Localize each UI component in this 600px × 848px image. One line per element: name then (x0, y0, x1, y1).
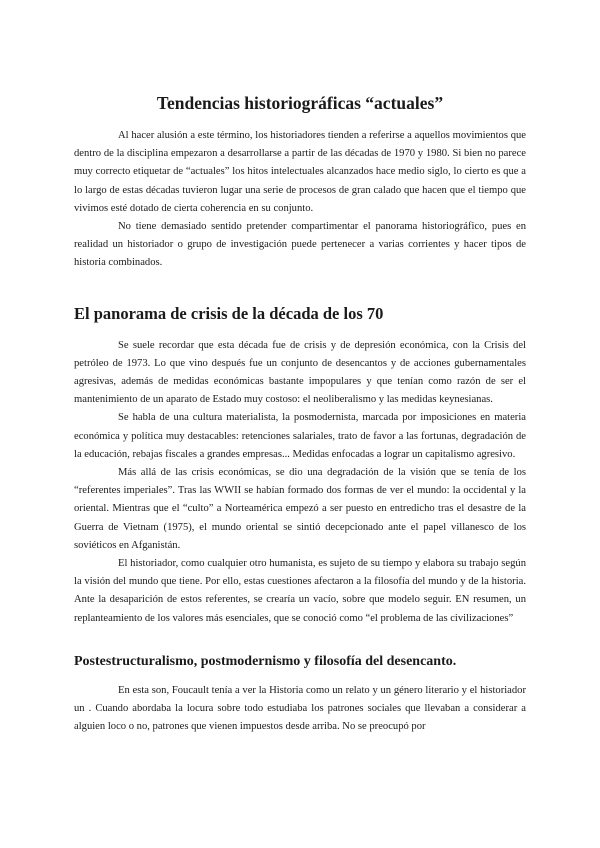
document-content (74, 92, 526, 736)
document-title: Tendencias historiográficas “actuales” (156, 93, 444, 113)
intro-paragraph: No tiene demasiado sentido pretender compartimentar el panorama historiográfico, pues en realidad un historiador o grupo de investigación puede pertenecer a varias corrientes y hacer tipos de historia combinados. (74, 221, 526, 269)
section-heading-postestructuralismo: Postestructuralismo, postmodernismo y filosofía del desencanto. (74, 653, 457, 669)
body-paragraph: Se suele recordar que esta década fue de crisis y de depresión económica, con la Crisis del petróleo de 1973. Lo que vino después fue un conjunto de desencantos y de acciones gubernamentales agresivas, además de medidas económicas bastante impopulares y que tenían como razón de ser el mantenimiento de un aparato de Estado muy costoso: el neoliberalismo y las medidas keynesianas. (74, 339, 526, 406)
body-paragraph: Se habla de una cultura materialista, la posmodernista, marcada por imposiciones en materia económica y política muy destacables: retenciones salariales, trato de favor a las fortunas, degradación de la educación, rebajas fiscales a grandes empresas... Medidas enfocadas a lograr un capitalismo agresivo. (74, 412, 526, 460)
intro-paragraph: Al hacer alusión a este término, los historiadores tienden a referirse a aquellos movimientos que dentro de la disciplina empezaron a desarrollarse a partir de las décadas de 1970 y 1980. Si bien no parece muy correcto etiquetar de “actuales” los hitos intelectuales alcanzados hace medio siglo, lo cierto es que a lo largo de estas décadas tuvieron lugar una serie de procesos de gran calado que hacen que el tiempo que vivimos esté dotado de cierta coherencia en su conjunto. (74, 130, 526, 214)
body-paragraph: En esta son, Foucault tenía a ver la Historia como un relato y un género literario y el historiador un . Cuando abordaba la locura sobre todo estudiaba los patrones sociales que llevaban a considerar a alguien loco o no, patrones que vienen impuestos desde arriba. No se preocupó por (74, 684, 526, 733)
body-paragraph: Más allá de las crisis económicas, se dio una degradación de la visión que se tenía de los “referentes imperiales”. Tras las WWII se habían formado dos formas de ver el mundo: la occidental y la oriental. Mientras que el “culto” a Norteamérica empezó a ser puesto en entredicho tras el desastre de la Guerra de Vietnam (1975), el mundo oriental se sintió decepcionado ante el papel villanesco de los soviéticos en Afganistán. (74, 467, 526, 551)
section-heading-crisis: El panorama de crisis de la década de los 70 (74, 303, 384, 323)
body-paragraph: El historiador, como cualquier otro humanista, es sujeto de su tiempo y elabora su trabajo según la visión del mundo que tiene. Por ello, estas cuestiones afectaron a la filosofía del mundo y de la historia. Ante la desaparición de estos referentes, se crearía un vacío, sobre que modelo seguir. EN resumen, un replanteamiento de los valores más esenciales, que se conoció como “el problema de las civilizaciones” (74, 558, 526, 624)
